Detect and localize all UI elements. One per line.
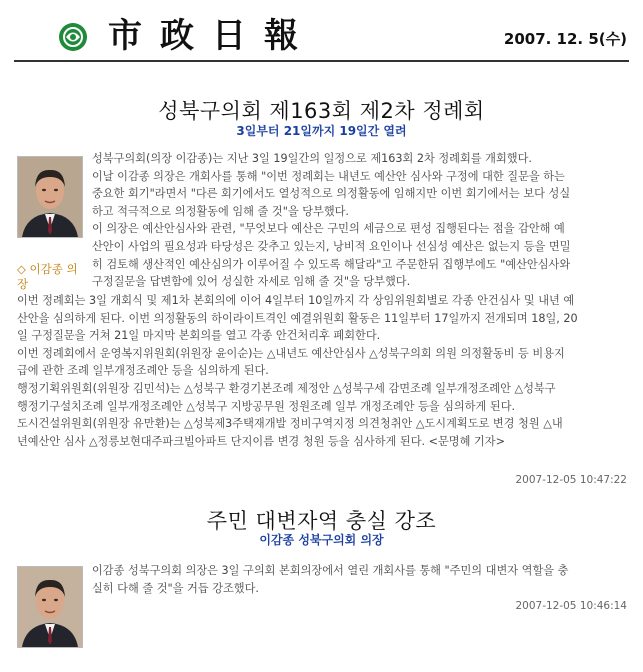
photo-caption: ◇ 이감종 의장 bbox=[17, 262, 78, 291]
article2-timestamp: 2007-12-05 10:46:14 bbox=[515, 600, 627, 612]
body-line: 실히 다해 줄 것"을 거듭 강조했다. bbox=[92, 581, 259, 595]
body-line: 산안이 사업의 필요성과 타당성은 갖추고 있는지, 낭비적 요인이나 선심성 예산은 없는지 등을 면밀 bbox=[92, 239, 571, 253]
body-line: 이 의장은 예산안심사와 관련, "무엇보다 예산은 구민의 세금으로 편성 집행된다는 점을 감안해 예 bbox=[92, 222, 565, 236]
body-line: 년예산안 심사 △정릉보현대주파크빌아파트 단지이름 변경 청원 등을 심사하게 된다. <문명혜 기자> bbox=[17, 434, 505, 448]
issue-date: 2007. 12. 5(수) bbox=[503, 30, 627, 48]
body-line: 행정기획위원회(위원장 김민석)는 △성북구 환경기본조례 제정안 △성북구세 감면조례 일부개정조례안 △성북구 bbox=[17, 381, 556, 395]
body-line: 성북구의회(의장 이감종)는 지난 3일 19일간의 일정으로 제163회 2차 정례회를 개회했다. bbox=[92, 152, 532, 165]
article2-subhead: 이감종 성북구의회 의장 bbox=[259, 533, 384, 547]
body-line: 급에 관한 조례 일부개정조례안 등을 심의하게 된다. bbox=[17, 364, 269, 378]
speaker-photo bbox=[17, 566, 83, 648]
masthead-rule bbox=[14, 60, 629, 62]
masthead bbox=[0, 0, 643, 62]
body-line: 이감종 성북구의회 의장은 3일 구의회 본회의장에서 열린 개회사를 통해 "주민의 대변자 역할을 충 bbox=[92, 564, 569, 577]
body-line: 중요한 회기"라면서 "다른 회기에서도 열성적으로 의정활동에 임해지만 이번 회기에서는 보다 성실 bbox=[92, 187, 571, 201]
body-line: 하고 적극적으로 의정활동에 임해 줄 것"을 당부했다. bbox=[92, 204, 349, 218]
body-line: 이번 정례회에서 운영복지위원회(위원장 윤이순)는 △내년도 예산안심사 △성북구의회 의원 의정활동비 등 비용지 bbox=[17, 346, 565, 360]
article1-body bbox=[17, 292, 578, 450]
article1-timestamp: 2007-12-05 10:47:22 bbox=[515, 474, 627, 486]
article1-headline: 성북구의회 제163회 제2차 정례회 bbox=[158, 99, 485, 123]
speaker-photo bbox=[17, 156, 83, 238]
article2-body bbox=[92, 562, 568, 597]
body-line: 히 검토해 생산적인 예산심의가 이루어질 수 있도록 해달라"고 주문한뒤 집행부에도 "예산안심사와 bbox=[92, 257, 571, 271]
article1-subhead: 3일부터 21일까지 19일간 열려 bbox=[236, 124, 407, 138]
portrait-icon bbox=[18, 157, 82, 237]
body-line: 산안을 심의하게 된다. 이번 의정활동의 하이라이트격인 예결위원회 활동은 11일부터 17일까지 전개되며 18일, 20 bbox=[17, 311, 578, 325]
paper-name: 市政日報 bbox=[108, 16, 316, 56]
body-line: 도시건설위원회(위원장 유만환)는 △성북제3주택재개발 정비구역지정 의견청취안 △도시계획도로 변경 청원 △내 bbox=[17, 417, 563, 431]
article2-headline: 주민 대변자역 충실 강조 bbox=[206, 509, 437, 533]
body-line: 구정질문을 답변함에 있어 성실한 자세로 임해 줄 것"을 당부했다. bbox=[92, 275, 411, 289]
body-line: 행정기구설치조례 일부개정조례안 △성북구 지방공무원 정원조례 일부 개정조례안 등을 심의하게 된다. bbox=[17, 399, 516, 413]
body-line: 이번 정례회는 3일 개회식 및 제1차 본회의에 이어 4일부터 10일까지 각 상임위원회별로 각종 안건심사 및 내년 예 bbox=[17, 294, 575, 307]
portrait-icon bbox=[18, 567, 82, 647]
article1-intro bbox=[92, 150, 571, 291]
city-emblem-icon bbox=[58, 22, 88, 52]
body-line: 일 구정질문을 거쳐 21일 마지막 본회의를 열고 각종 안건처리후 폐회한다. bbox=[17, 329, 381, 343]
body-line: 이날 이감종 의장은 개회사를 통해 "이번 정례회는 내년도 예산안 심사와 구정에 대한 질문을 하는 bbox=[92, 169, 565, 183]
